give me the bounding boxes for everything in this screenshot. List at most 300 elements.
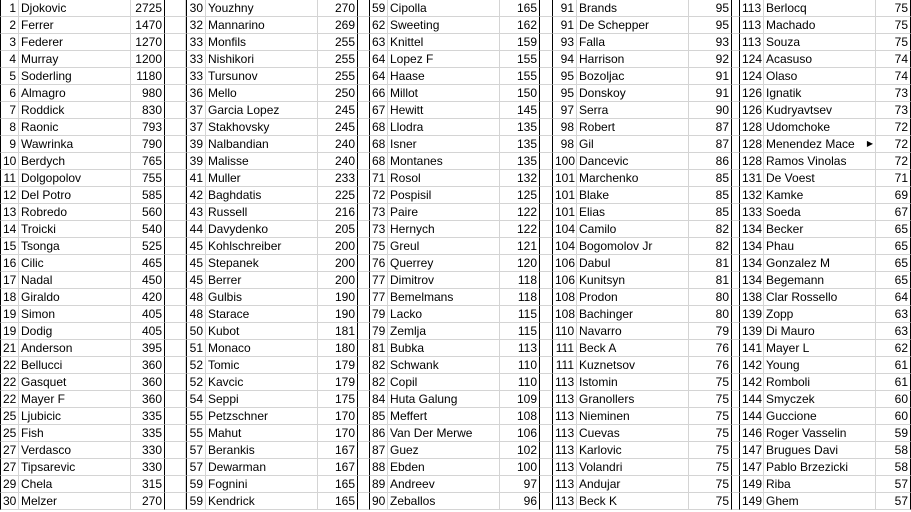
points-cell[interactable]: 165 xyxy=(318,493,358,510)
points-cell[interactable]: 74 xyxy=(876,51,911,68)
rank-cell[interactable]: 22 xyxy=(0,374,19,391)
player-name-cell[interactable]: Machado xyxy=(764,17,876,34)
rank-cell[interactable]: 106 xyxy=(552,255,577,272)
rank-cell[interactable]: 5 xyxy=(0,68,19,85)
rank-cell[interactable]: 36 xyxy=(186,85,206,102)
player-name-cell[interactable]: Starace xyxy=(206,306,318,323)
player-name-cell[interactable]: Begemann xyxy=(764,272,876,289)
player-name-cell[interactable]: Berdych xyxy=(19,153,131,170)
empty-cell[interactable] xyxy=(165,0,186,17)
points-cell[interactable]: 240 xyxy=(318,136,358,153)
points-cell[interactable]: 82 xyxy=(689,238,732,255)
points-cell[interactable]: 102 xyxy=(500,442,540,459)
points-cell[interactable]: 75 xyxy=(689,408,732,425)
rank-cell[interactable]: 52 xyxy=(186,357,206,374)
rank-cell[interactable]: 18 xyxy=(0,289,19,306)
player-name-cell[interactable]: Mayer L xyxy=(764,340,876,357)
points-cell[interactable]: 75 xyxy=(876,17,911,34)
points-cell[interactable]: 59 xyxy=(876,425,911,442)
rank-cell[interactable]: 91 xyxy=(552,17,577,34)
empty-cell[interactable] xyxy=(165,408,186,425)
points-cell[interactable]: 65 xyxy=(876,255,911,272)
player-name-cell[interactable]: Bogomolov Jr xyxy=(577,238,689,255)
empty-cell[interactable] xyxy=(165,34,186,51)
player-name-cell[interactable]: Seppi xyxy=(206,391,318,408)
player-name-cell[interactable]: Kavcic xyxy=(206,374,318,391)
rank-cell[interactable]: 64 xyxy=(369,68,388,85)
player-name-cell[interactable]: Karlovic xyxy=(577,442,689,459)
points-cell[interactable]: 170 xyxy=(318,408,358,425)
points-cell[interactable]: 125 xyxy=(500,187,540,204)
player-name-cell[interactable]: Montanes xyxy=(388,153,500,170)
player-name-cell[interactable]: Kohlschreiber xyxy=(206,238,318,255)
points-cell[interactable]: 75 xyxy=(689,459,732,476)
player-name-cell[interactable]: Davydenko xyxy=(206,221,318,238)
rank-cell[interactable]: 89 xyxy=(369,476,388,493)
player-name-cell[interactable]: Cilic xyxy=(19,255,131,272)
rank-cell[interactable]: 94 xyxy=(552,51,577,68)
points-cell[interactable]: 216 xyxy=(318,204,358,221)
points-cell[interactable]: 118 xyxy=(500,272,540,289)
player-name-cell[interactable]: Verdasco xyxy=(19,442,131,459)
rank-cell[interactable]: 76 xyxy=(369,255,388,272)
points-cell[interactable]: 360 xyxy=(131,357,165,374)
points-cell[interactable]: 270 xyxy=(318,0,358,17)
player-name-cell[interactable]: Pospisil xyxy=(388,187,500,204)
player-name-cell[interactable]: Nalbandian xyxy=(206,136,318,153)
rank-cell[interactable]: 22 xyxy=(0,357,19,374)
points-cell[interactable]: 80 xyxy=(689,306,732,323)
points-cell[interactable]: 405 xyxy=(131,323,165,340)
points-cell[interactable]: 61 xyxy=(876,357,911,374)
rank-cell[interactable]: 11 xyxy=(0,170,19,187)
points-cell[interactable]: 167 xyxy=(318,442,358,459)
empty-cell[interactable] xyxy=(165,272,186,289)
rank-cell[interactable]: 111 xyxy=(552,340,577,357)
rank-cell[interactable]: 75 xyxy=(369,238,388,255)
player-name-cell[interactable]: Young xyxy=(764,357,876,374)
points-cell[interactable]: 179 xyxy=(318,374,358,391)
points-cell[interactable]: 79 xyxy=(689,323,732,340)
rank-cell[interactable]: 73 xyxy=(369,221,388,238)
points-cell[interactable]: 205 xyxy=(318,221,358,238)
player-name-cell[interactable]: Troicki xyxy=(19,221,131,238)
rank-cell[interactable]: 17 xyxy=(0,272,19,289)
points-cell[interactable]: 980 xyxy=(131,85,165,102)
rank-cell[interactable]: 72 xyxy=(369,187,388,204)
rank-cell[interactable]: 27 xyxy=(0,459,19,476)
points-cell[interactable]: 240 xyxy=(318,153,358,170)
player-name-cell[interactable]: Lacko xyxy=(388,306,500,323)
points-cell[interactable]: 110 xyxy=(500,374,540,391)
points-cell[interactable]: 75 xyxy=(876,34,911,51)
points-cell[interactable]: 60 xyxy=(876,408,911,425)
rank-cell[interactable]: 147 xyxy=(739,442,764,459)
player-name-cell[interactable]: Souza xyxy=(764,34,876,51)
rank-cell[interactable]: 44 xyxy=(186,221,206,238)
player-name-cell[interactable]: Bubka xyxy=(388,340,500,357)
points-cell[interactable]: 122 xyxy=(500,221,540,238)
points-cell[interactable]: 75 xyxy=(689,442,732,459)
player-name-cell[interactable]: Nieminen xyxy=(577,408,689,425)
player-name-cell[interactable]: Bozoljac xyxy=(577,68,689,85)
player-name-cell[interactable]: Nishikori xyxy=(206,51,318,68)
player-name-cell[interactable]: Lopez F xyxy=(388,51,500,68)
points-cell[interactable]: 830 xyxy=(131,102,165,119)
points-cell[interactable]: 81 xyxy=(689,272,732,289)
player-name-cell[interactable]: Gasquet xyxy=(19,374,131,391)
rank-cell[interactable]: 77 xyxy=(369,289,388,306)
points-cell[interactable]: 165 xyxy=(318,476,358,493)
rank-cell[interactable]: 59 xyxy=(186,476,206,493)
player-name-cell[interactable]: Phau xyxy=(764,238,876,255)
player-name-cell[interactable]: Chela xyxy=(19,476,131,493)
points-cell[interactable]: 67 xyxy=(876,204,911,221)
player-name-cell[interactable]: Kunitsyn xyxy=(577,272,689,289)
rank-cell[interactable]: 95 xyxy=(552,68,577,85)
player-name-cell[interactable]: Robredo xyxy=(19,204,131,221)
player-name-cell[interactable]: Huta Galung xyxy=(388,391,500,408)
player-name-cell[interactable]: Guez xyxy=(388,442,500,459)
player-name-cell[interactable]: Ignatik xyxy=(764,85,876,102)
player-name-cell[interactable]: Di Mauro xyxy=(764,323,876,340)
points-cell[interactable]: 87 xyxy=(689,119,732,136)
rank-cell[interactable]: 100 xyxy=(552,153,577,170)
points-cell[interactable]: 255 xyxy=(318,34,358,51)
points-cell[interactable]: 62 xyxy=(876,340,911,357)
player-name-cell[interactable]: Cipolla xyxy=(388,0,500,17)
points-cell[interactable]: 405 xyxy=(131,306,165,323)
rank-cell[interactable]: 113 xyxy=(552,442,577,459)
rank-cell[interactable]: 22 xyxy=(0,391,19,408)
rank-cell[interactable]: 63 xyxy=(369,34,388,51)
player-name-cell[interactable]: Dimitrov xyxy=(388,272,500,289)
rank-cell[interactable]: 33 xyxy=(186,68,206,85)
rank-cell[interactable]: 138 xyxy=(739,289,764,306)
points-cell[interactable]: 132 xyxy=(500,170,540,187)
player-name-cell[interactable]: Melzer xyxy=(19,493,131,510)
points-cell[interactable]: 155 xyxy=(500,68,540,85)
empty-cell[interactable] xyxy=(165,51,186,68)
points-cell[interactable]: 95 xyxy=(689,17,732,34)
rank-cell[interactable]: 133 xyxy=(739,204,764,221)
player-name-cell[interactable]: Fish xyxy=(19,425,131,442)
points-cell[interactable]: 63 xyxy=(876,323,911,340)
rank-cell[interactable]: 3 xyxy=(0,34,19,51)
rank-cell[interactable]: 1 xyxy=(0,0,19,17)
points-cell[interactable]: 96 xyxy=(500,493,540,510)
rank-cell[interactable]: 113 xyxy=(552,408,577,425)
points-cell[interactable]: 255 xyxy=(318,51,358,68)
player-name-cell[interactable]: Fognini xyxy=(206,476,318,493)
player-name-cell[interactable]: Gulbis xyxy=(206,289,318,306)
player-name-cell[interactable]: Stakhovsky xyxy=(206,119,318,136)
rank-cell[interactable]: 30 xyxy=(0,493,19,510)
points-cell[interactable]: 121 xyxy=(500,238,540,255)
rank-cell[interactable]: 88 xyxy=(369,459,388,476)
rank-cell[interactable]: 108 xyxy=(552,306,577,323)
empty-cell[interactable] xyxy=(165,493,186,510)
points-cell[interactable]: 233 xyxy=(318,170,358,187)
player-name-cell[interactable]: Soderling xyxy=(19,68,131,85)
rank-cell[interactable]: 113 xyxy=(552,493,577,510)
empty-cell[interactable] xyxy=(165,187,186,204)
points-cell[interactable]: 135 xyxy=(500,136,540,153)
rank-cell[interactable]: 77 xyxy=(369,272,388,289)
rank-cell[interactable]: 41 xyxy=(186,170,206,187)
player-name-cell[interactable]: Wawrinka xyxy=(19,136,131,153)
player-name-cell[interactable]: Robert xyxy=(577,119,689,136)
points-cell[interactable]: 75 xyxy=(689,476,732,493)
points-cell[interactable]: 790 xyxy=(131,136,165,153)
points-cell[interactable]: 73 xyxy=(876,102,911,119)
player-name-cell[interactable]: Bachinger xyxy=(577,306,689,323)
player-name-cell[interactable]: Roger Vasselin xyxy=(764,425,876,442)
rank-cell[interactable]: 84 xyxy=(369,391,388,408)
points-cell[interactable]: 75 xyxy=(689,391,732,408)
player-name-cell[interactable]: Tursunov xyxy=(206,68,318,85)
rank-cell[interactable]: 91 xyxy=(552,0,577,17)
rank-cell[interactable]: 124 xyxy=(739,68,764,85)
rank-cell[interactable]: 37 xyxy=(186,119,206,136)
player-name-cell[interactable]: Dolgopolov xyxy=(19,170,131,187)
rank-cell[interactable]: 9 xyxy=(0,136,19,153)
player-name-cell[interactable]: Marchenko xyxy=(577,170,689,187)
empty-cell[interactable] xyxy=(165,357,186,374)
empty-cell[interactable] xyxy=(165,255,186,272)
points-cell[interactable]: 167 xyxy=(318,459,358,476)
points-cell[interactable]: 450 xyxy=(131,272,165,289)
rank-cell[interactable]: 59 xyxy=(369,0,388,17)
points-cell[interactable]: 179 xyxy=(318,357,358,374)
player-name-cell[interactable]: Serra xyxy=(577,102,689,119)
empty-cell[interactable] xyxy=(165,170,186,187)
player-name-cell[interactable]: Andujar xyxy=(577,476,689,493)
empty-cell[interactable] xyxy=(165,391,186,408)
points-cell[interactable]: 269 xyxy=(318,17,358,34)
rank-cell[interactable]: 45 xyxy=(186,238,206,255)
rank-cell[interactable]: 113 xyxy=(552,476,577,493)
points-cell[interactable]: 72 xyxy=(876,153,911,170)
rank-cell[interactable]: 82 xyxy=(369,357,388,374)
rank-cell[interactable]: 82 xyxy=(369,374,388,391)
points-cell[interactable]: 106 xyxy=(500,425,540,442)
rank-cell[interactable]: 132 xyxy=(739,187,764,204)
points-cell[interactable]: 97 xyxy=(500,476,540,493)
player-name-cell[interactable]: Menendez Mace ▶ xyxy=(764,136,876,153)
points-cell[interactable]: 585 xyxy=(131,187,165,204)
player-name-cell[interactable]: Rosol xyxy=(388,170,500,187)
points-cell[interactable]: 360 xyxy=(131,374,165,391)
rank-cell[interactable]: 106 xyxy=(552,272,577,289)
rank-cell[interactable]: 98 xyxy=(552,119,577,136)
rank-cell[interactable]: 101 xyxy=(552,187,577,204)
rank-cell[interactable]: 15 xyxy=(0,238,19,255)
points-cell[interactable]: 395 xyxy=(131,340,165,357)
player-name-cell[interactable]: De Schepper xyxy=(577,17,689,34)
points-cell[interactable]: 85 xyxy=(689,170,732,187)
points-cell[interactable]: 175 xyxy=(318,391,358,408)
rank-cell[interactable]: 86 xyxy=(369,425,388,442)
player-name-cell[interactable]: Granollers xyxy=(577,391,689,408)
rank-cell[interactable]: 30 xyxy=(186,0,206,17)
points-cell[interactable]: 1180 xyxy=(131,68,165,85)
points-cell[interactable]: 170 xyxy=(318,425,358,442)
player-name-cell[interactable]: Van Der Merwe xyxy=(388,425,500,442)
player-name-cell[interactable]: Tipsarevic xyxy=(19,459,131,476)
points-cell[interactable]: 1470 xyxy=(131,17,165,34)
points-cell[interactable]: 93 xyxy=(689,34,732,51)
player-name-cell[interactable]: Kubot xyxy=(206,323,318,340)
points-cell[interactable]: 80 xyxy=(689,289,732,306)
points-cell[interactable]: 335 xyxy=(131,408,165,425)
points-cell[interactable]: 95 xyxy=(689,0,732,17)
points-cell[interactable]: 115 xyxy=(500,323,540,340)
points-cell[interactable]: 1200 xyxy=(131,51,165,68)
points-cell[interactable]: 61 xyxy=(876,374,911,391)
rank-cell[interactable]: 32 xyxy=(186,17,206,34)
points-cell[interactable]: 71 xyxy=(876,170,911,187)
rank-cell[interactable]: 21 xyxy=(0,340,19,357)
points-cell[interactable]: 115 xyxy=(500,306,540,323)
points-cell[interactable]: 76 xyxy=(689,340,732,357)
rank-cell[interactable]: 33 xyxy=(186,34,206,51)
points-cell[interactable]: 85 xyxy=(689,204,732,221)
points-cell[interactable]: 65 xyxy=(876,238,911,255)
points-cell[interactable]: 73 xyxy=(876,85,911,102)
player-name-cell[interactable]: Mayer F xyxy=(19,391,131,408)
player-name-cell[interactable]: Cuevas xyxy=(577,425,689,442)
rank-cell[interactable]: 149 xyxy=(739,476,764,493)
player-name-cell[interactable]: Udomchoke xyxy=(764,119,876,136)
rank-cell[interactable]: 62 xyxy=(369,17,388,34)
rank-cell[interactable]: 12 xyxy=(0,187,19,204)
rank-cell[interactable]: 48 xyxy=(186,306,206,323)
points-cell[interactable]: 793 xyxy=(131,119,165,136)
rank-cell[interactable]: 39 xyxy=(186,136,206,153)
rank-cell[interactable]: 85 xyxy=(369,408,388,425)
rank-cell[interactable]: 87 xyxy=(369,442,388,459)
rank-cell[interactable]: 134 xyxy=(739,255,764,272)
empty-cell[interactable] xyxy=(165,340,186,357)
points-cell[interactable]: 155 xyxy=(500,51,540,68)
player-name-cell[interactable]: Simon xyxy=(19,306,131,323)
player-name-cell[interactable]: Ramos Vinolas xyxy=(764,153,876,170)
player-name-cell[interactable]: Pablo Brzezicki xyxy=(764,459,876,476)
rank-cell[interactable]: 113 xyxy=(739,34,764,51)
empty-cell[interactable] xyxy=(165,17,186,34)
empty-cell[interactable] xyxy=(165,323,186,340)
player-name-cell[interactable]: Baghdatis xyxy=(206,187,318,204)
rank-cell[interactable]: 29 xyxy=(0,476,19,493)
player-name-cell[interactable]: Volandri xyxy=(577,459,689,476)
points-cell[interactable]: 180 xyxy=(318,340,358,357)
player-name-cell[interactable]: Dabul xyxy=(577,255,689,272)
rank-cell[interactable]: 51 xyxy=(186,340,206,357)
rank-cell[interactable]: 101 xyxy=(552,204,577,221)
points-cell[interactable]: 560 xyxy=(131,204,165,221)
player-name-cell[interactable]: Tsonga xyxy=(19,238,131,255)
points-cell[interactable]: 420 xyxy=(131,289,165,306)
player-name-cell[interactable]: Murray xyxy=(19,51,131,68)
player-name-cell[interactable]: Hernych xyxy=(388,221,500,238)
points-cell[interactable]: 72 xyxy=(876,136,911,153)
rank-cell[interactable]: 149 xyxy=(739,493,764,510)
rank-cell[interactable]: 79 xyxy=(369,323,388,340)
player-name-cell[interactable]: Bemelmans xyxy=(388,289,500,306)
points-cell[interactable]: 69 xyxy=(876,187,911,204)
rank-cell[interactable]: 79 xyxy=(369,306,388,323)
points-cell[interactable]: 465 xyxy=(131,255,165,272)
player-name-cell[interactable]: Muller xyxy=(206,170,318,187)
empty-cell[interactable] xyxy=(165,136,186,153)
points-cell[interactable]: 135 xyxy=(500,119,540,136)
empty-cell[interactable] xyxy=(165,119,186,136)
points-cell[interactable]: 159 xyxy=(500,34,540,51)
player-name-cell[interactable]: Petzschner xyxy=(206,408,318,425)
empty-cell[interactable] xyxy=(165,374,186,391)
player-name-cell[interactable]: Millot xyxy=(388,85,500,102)
rank-cell[interactable]: 104 xyxy=(552,221,577,238)
rank-cell[interactable]: 108 xyxy=(552,289,577,306)
rank-cell[interactable]: 93 xyxy=(552,34,577,51)
rank-cell[interactable]: 13 xyxy=(0,204,19,221)
player-name-cell[interactable]: Blake xyxy=(577,187,689,204)
points-cell[interactable]: 200 xyxy=(318,238,358,255)
empty-cell[interactable] xyxy=(165,85,186,102)
points-cell[interactable]: 57 xyxy=(876,493,911,510)
points-cell[interactable]: 118 xyxy=(500,289,540,306)
rank-cell[interactable]: 113 xyxy=(552,391,577,408)
rank-cell[interactable]: 128 xyxy=(739,119,764,136)
points-cell[interactable]: 181 xyxy=(318,323,358,340)
points-cell[interactable]: 91 xyxy=(689,85,732,102)
points-cell[interactable]: 270 xyxy=(131,493,165,510)
rank-cell[interactable]: 4 xyxy=(0,51,19,68)
empty-cell[interactable] xyxy=(165,238,186,255)
player-name-cell[interactable]: Ferrer xyxy=(19,17,131,34)
player-name-cell[interactable]: Brugues Davi xyxy=(764,442,876,459)
player-name-cell[interactable]: Copil xyxy=(388,374,500,391)
rank-cell[interactable]: 19 xyxy=(0,323,19,340)
rank-cell[interactable]: 111 xyxy=(552,357,577,374)
player-name-cell[interactable]: Clar Rossello xyxy=(764,289,876,306)
points-cell[interactable]: 525 xyxy=(131,238,165,255)
player-name-cell[interactable]: Brands xyxy=(577,0,689,17)
points-cell[interactable]: 330 xyxy=(131,442,165,459)
rank-cell[interactable]: 113 xyxy=(552,425,577,442)
rank-cell[interactable]: 68 xyxy=(369,153,388,170)
player-name-cell[interactable]: Andreev xyxy=(388,476,500,493)
rank-cell[interactable]: 73 xyxy=(369,204,388,221)
player-name-cell[interactable]: Romboli xyxy=(764,374,876,391)
player-name-cell[interactable]: Dewarman xyxy=(206,459,318,476)
points-cell[interactable]: 250 xyxy=(318,85,358,102)
player-name-cell[interactable]: Malisse xyxy=(206,153,318,170)
points-cell[interactable]: 135 xyxy=(500,153,540,170)
rank-cell[interactable]: 57 xyxy=(186,442,206,459)
rank-cell[interactable]: 113 xyxy=(739,0,764,17)
player-name-cell[interactable]: Kendrick xyxy=(206,493,318,510)
rank-cell[interactable]: 67 xyxy=(369,102,388,119)
points-cell[interactable]: 225 xyxy=(318,187,358,204)
rank-cell[interactable]: 7 xyxy=(0,102,19,119)
empty-cell[interactable] xyxy=(165,476,186,493)
player-name-cell[interactable]: Prodon xyxy=(577,289,689,306)
points-cell[interactable]: 122 xyxy=(500,204,540,221)
points-cell[interactable]: 85 xyxy=(689,187,732,204)
player-name-cell[interactable]: De Voest xyxy=(764,170,876,187)
